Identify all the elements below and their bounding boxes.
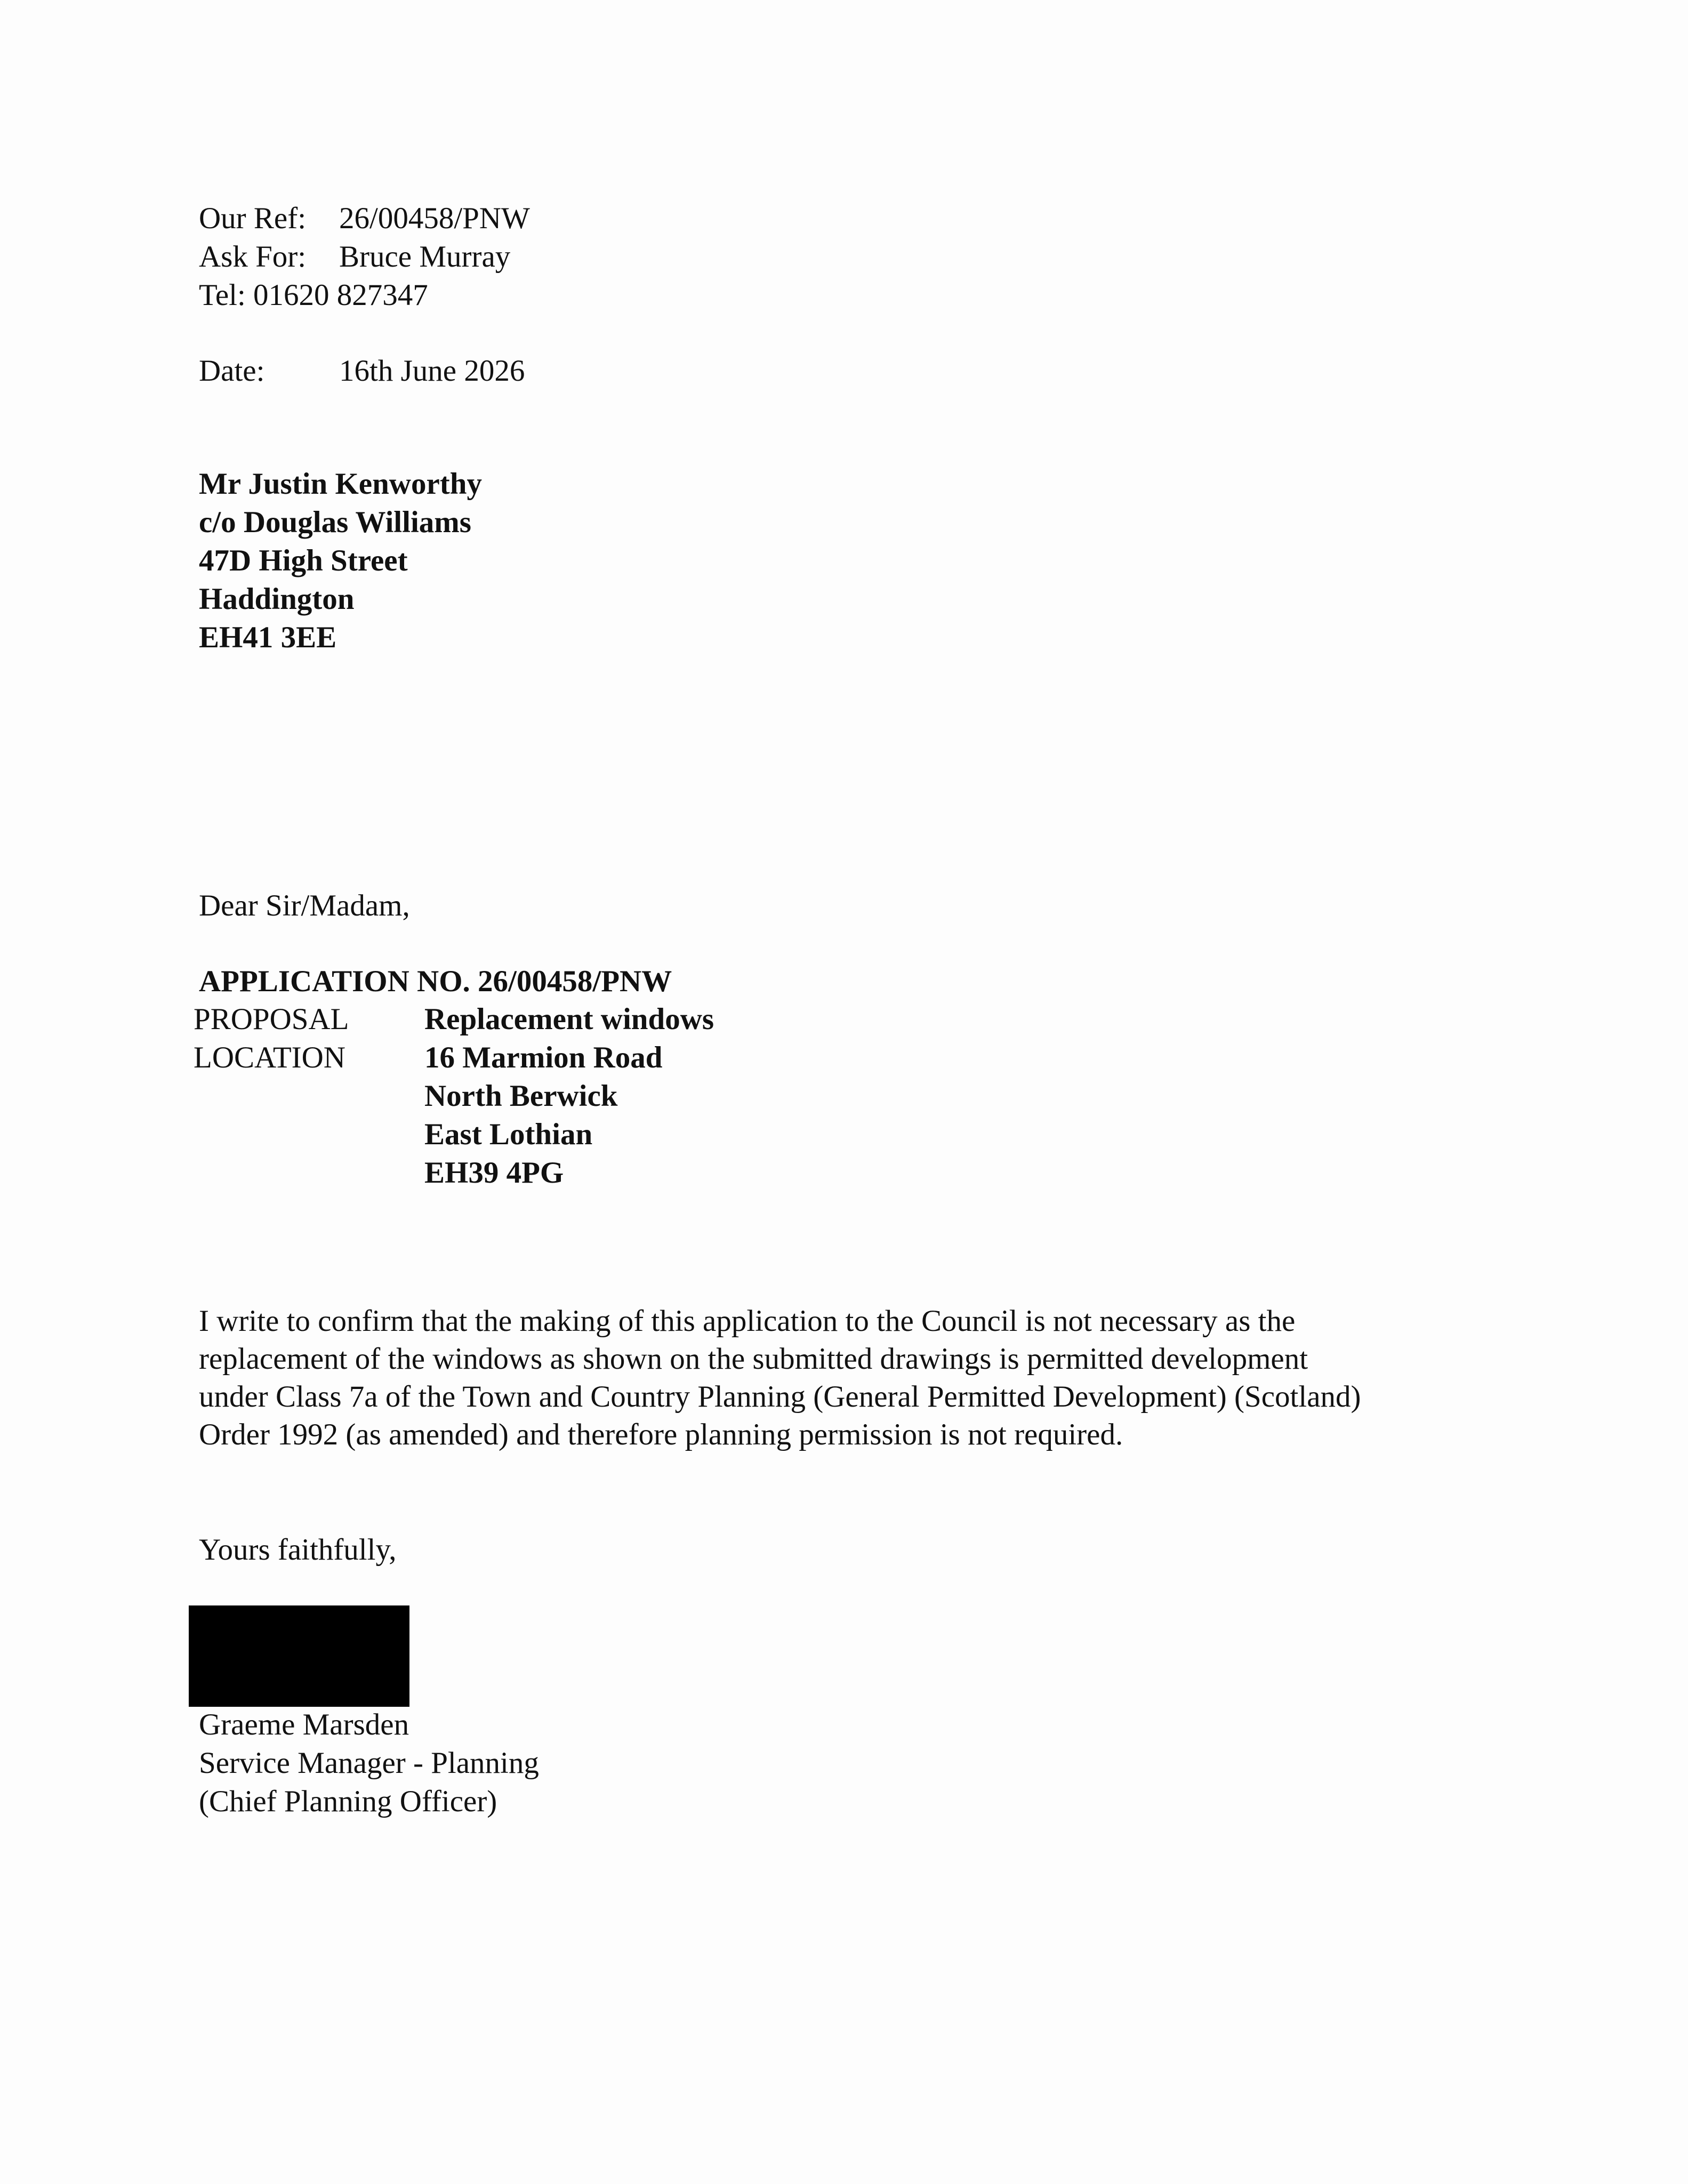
location-line-4: EH39 4PG [424, 1156, 564, 1190]
body-line: I write to confirm that the making of this application to the Council is not necessary as the [199, 1304, 1296, 1338]
signatory-title: Service Manager - Planning [199, 1746, 539, 1780]
redacted-signature [189, 1605, 409, 1707]
body-line: under Class 7a of the Town and Country Planning (General Permitted Development) (Scotland) [199, 1380, 1361, 1414]
body-line: replacement of the windows as shown on the submitted drawings is permitted development [199, 1342, 1308, 1376]
telephone-line: Tel: 01620 827347 [199, 278, 428, 312]
location-line-3: East Lothian [424, 1118, 593, 1151]
recipient-care-of: c/o Douglas Williams [199, 505, 471, 539]
application-heading: APPLICATION NO. 26/00458/PNW [199, 965, 672, 998]
location-label: LOCATION [194, 1041, 345, 1074]
proposal-label: PROPOSAL [194, 1002, 349, 1036]
our-ref-value: 26/00458/PNW [339, 202, 530, 235]
signatory-role: (Chief Planning Officer) [199, 1785, 497, 1818]
recipient-street: 47D High Street [199, 544, 408, 577]
location-line-1: 16 Marmion Road [424, 1041, 663, 1074]
location-line-2: North Berwick [424, 1079, 618, 1113]
our-ref-label: Our Ref: [199, 202, 307, 235]
date-value: 16th June 2026 [339, 354, 525, 388]
recipient-town: Haddington [199, 582, 355, 616]
recipient-postcode: EH41 3EE [199, 621, 337, 654]
salutation: Dear Sir/Madam, [199, 889, 410, 922]
closing: Yours faithfully, [199, 1533, 397, 1567]
signatory-name: Graeme Marsden [199, 1708, 409, 1741]
ask-for-label: Ask For: [199, 240, 307, 274]
recipient-name: Mr Justin Kenworthy [199, 467, 482, 501]
body-line: Order 1992 (as amended) and therefore planning permission is not required. [199, 1418, 1123, 1451]
date-label: Date: [199, 354, 265, 388]
body-paragraph [199, 1302, 1489, 1454]
ask-for-value: Bruce Murray [339, 240, 511, 274]
proposal-value: Replacement windows [424, 1002, 714, 1036]
